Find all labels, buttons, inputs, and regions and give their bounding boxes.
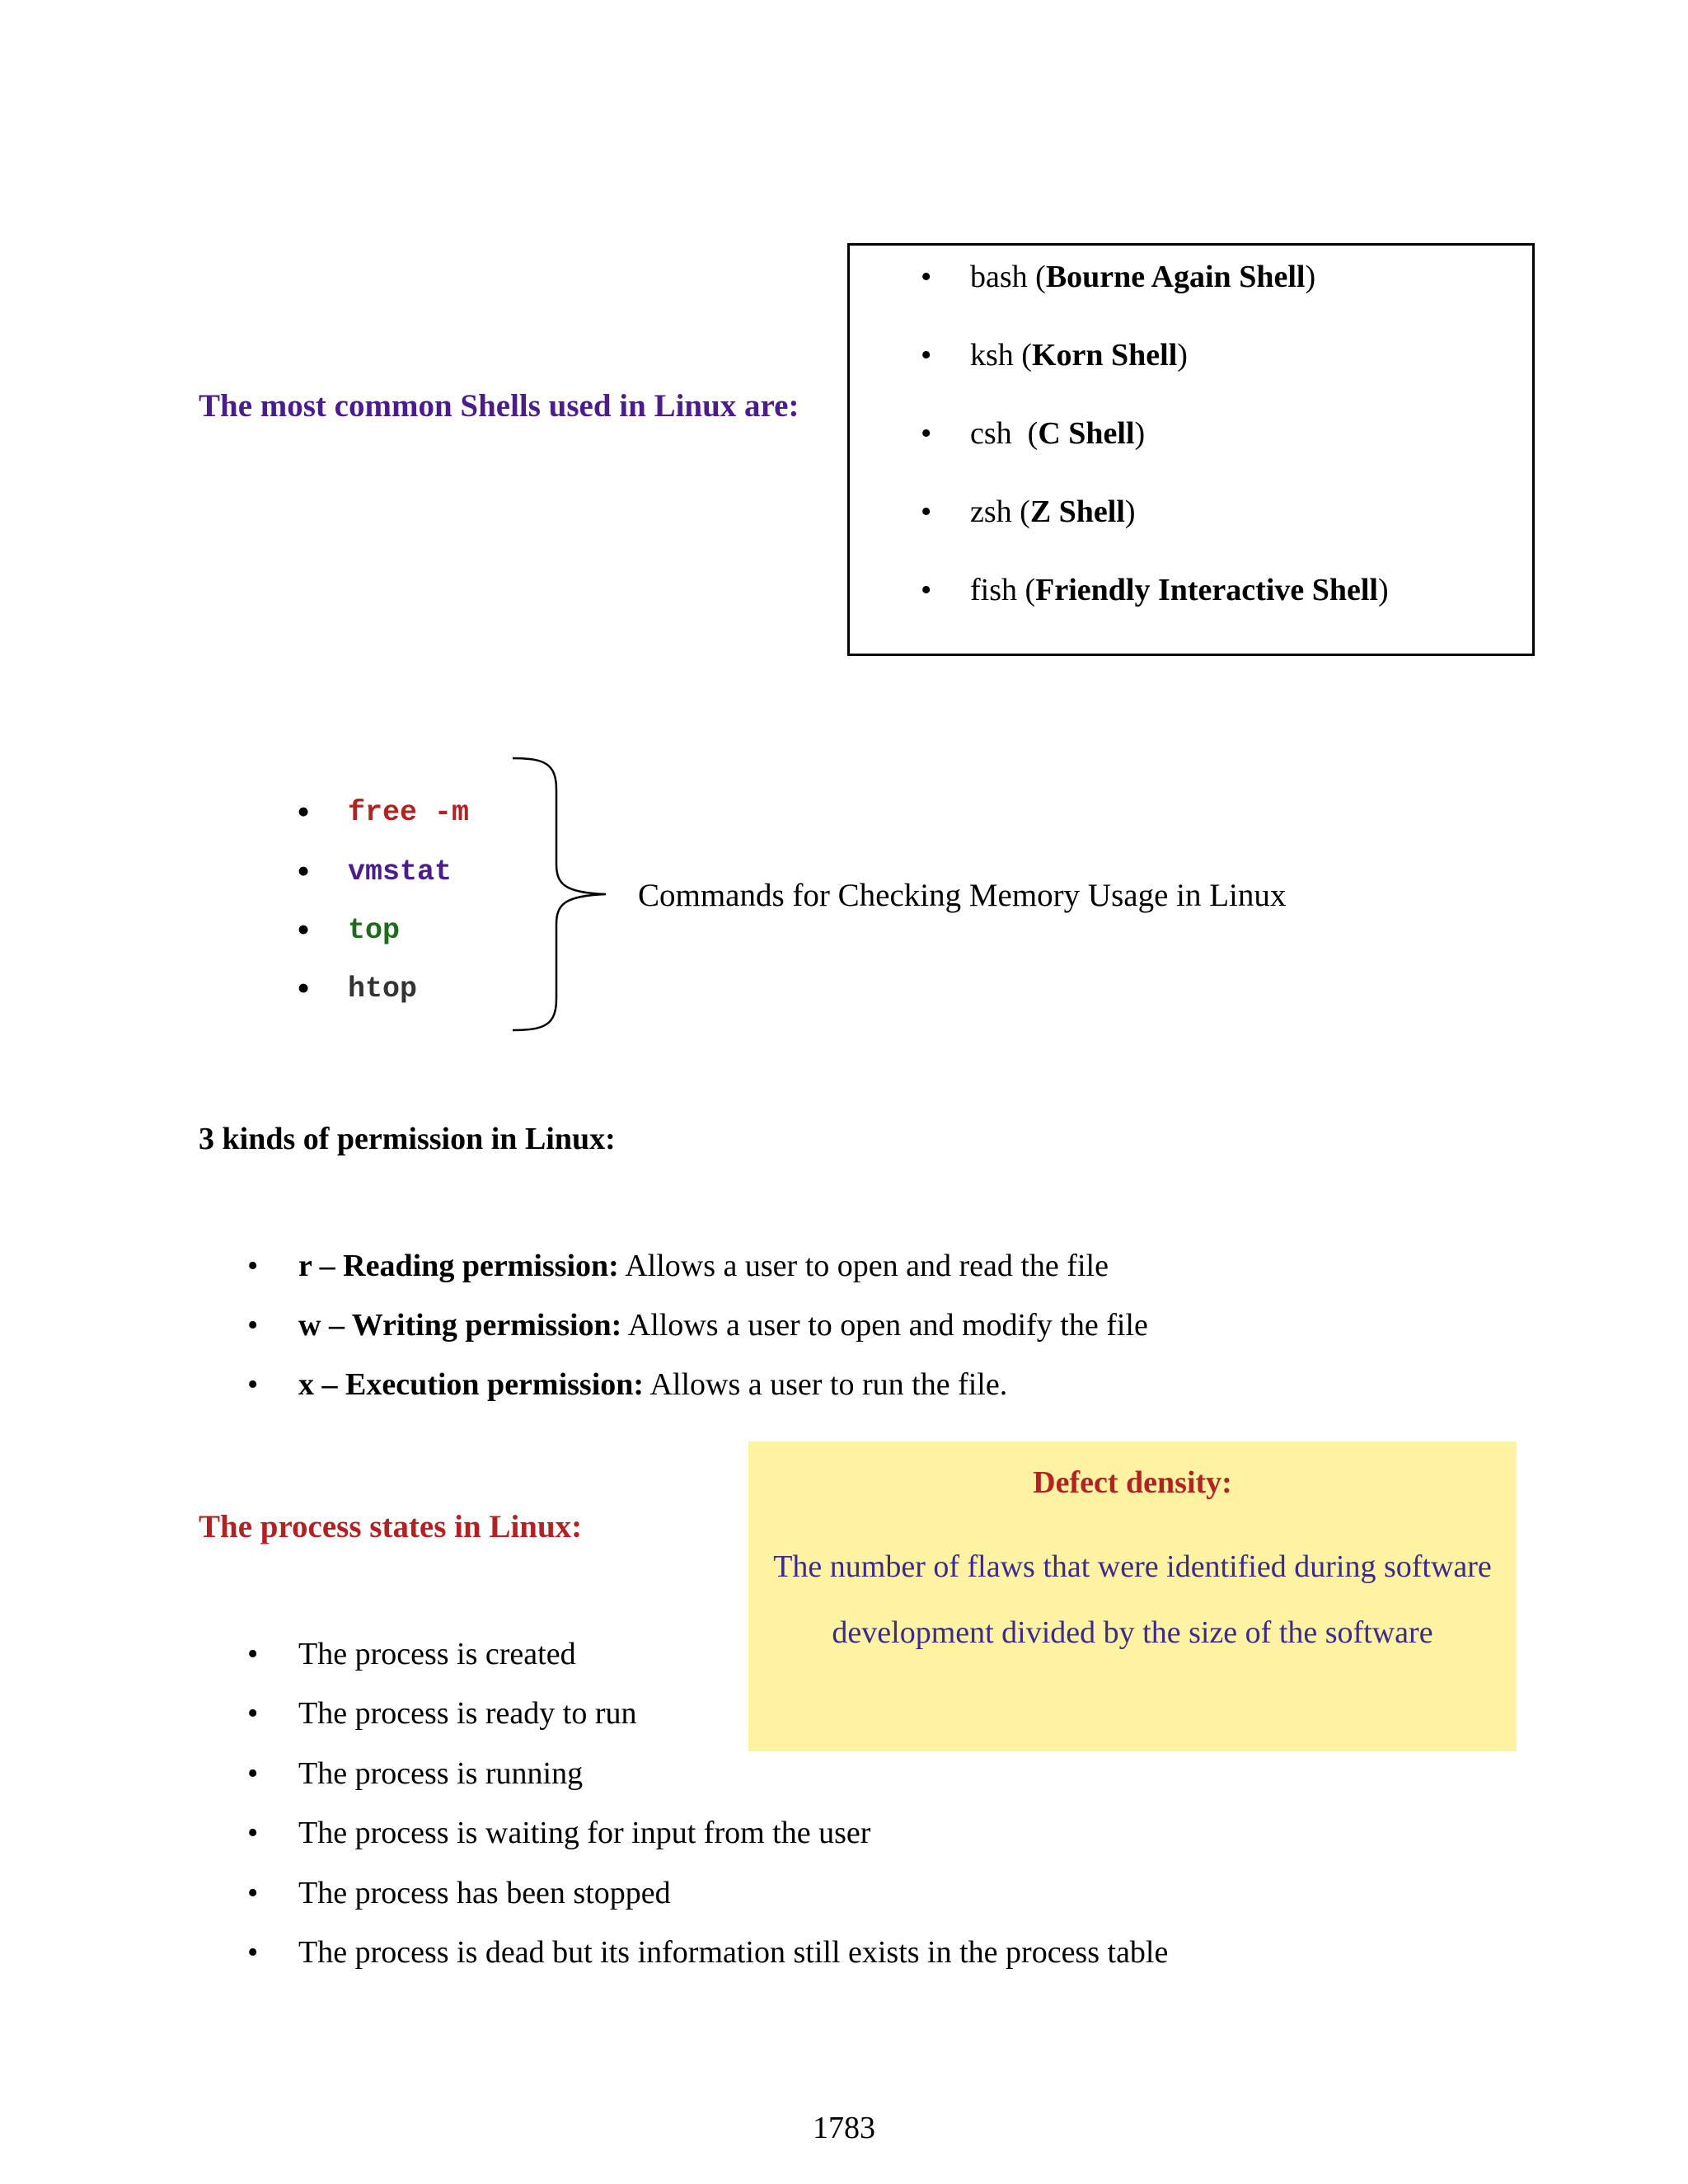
page-number: 1783	[813, 2111, 875, 2145]
defect-density-title: Defect density:	[1033, 1465, 1232, 1500]
defect-density-text: The number of flaws that were identified during software	[773, 1549, 1492, 1584]
bullet-icon: •	[247, 1935, 259, 1970]
bullet-icon: •	[921, 494, 932, 529]
command-htop: htop	[348, 972, 418, 1005]
curly-brace-icon	[511, 757, 610, 1033]
memory-commands-caption: Commands for Checking Memory Usage in Linux	[638, 878, 1287, 913]
bullet-icon: •	[297, 790, 311, 832]
bullet-icon: •	[247, 1308, 259, 1343]
bullet-icon: •	[247, 1249, 259, 1283]
bullet-icon: •	[297, 850, 311, 892]
bullet-icon: •	[297, 967, 311, 1009]
bullet-icon: •	[921, 573, 932, 607]
bullet-icon: •	[247, 1367, 259, 1402]
bullet-icon: •	[247, 1696, 259, 1731]
bullet-icon: •	[247, 1637, 259, 1671]
process-states-heading: The process states in Linux:	[199, 1509, 583, 1544]
permissions-heading: 3 kinds of permission in Linux:	[199, 1122, 616, 1156]
shells-heading: The most common Shells used in Linux are:	[199, 388, 799, 424]
bullet-icon: •	[247, 1756, 259, 1791]
bullet-icon: •	[247, 1816, 259, 1850]
bullet-icon: •	[921, 416, 932, 451]
defect-density-text: development divided by the size of the software	[832, 1615, 1433, 1650]
bullet-icon: •	[297, 908, 311, 950]
bullet-icon: •	[921, 338, 932, 373]
command-top: top	[348, 914, 401, 947]
bullet-icon: •	[247, 1876, 259, 1910]
bullet-icon: •	[921, 260, 932, 294]
command-vmstat: vmstat	[348, 855, 452, 888]
shells-list-box: • bash (Bourne Again Shell) • ksh (Korn Shell) • csh (C Shell) • zsh (Z Shell) • fish (Friendly Interactive Shell)	[847, 243, 1535, 656]
defect-density-box	[748, 1441, 1517, 1751]
command-free: free -m	[348, 796, 470, 829]
